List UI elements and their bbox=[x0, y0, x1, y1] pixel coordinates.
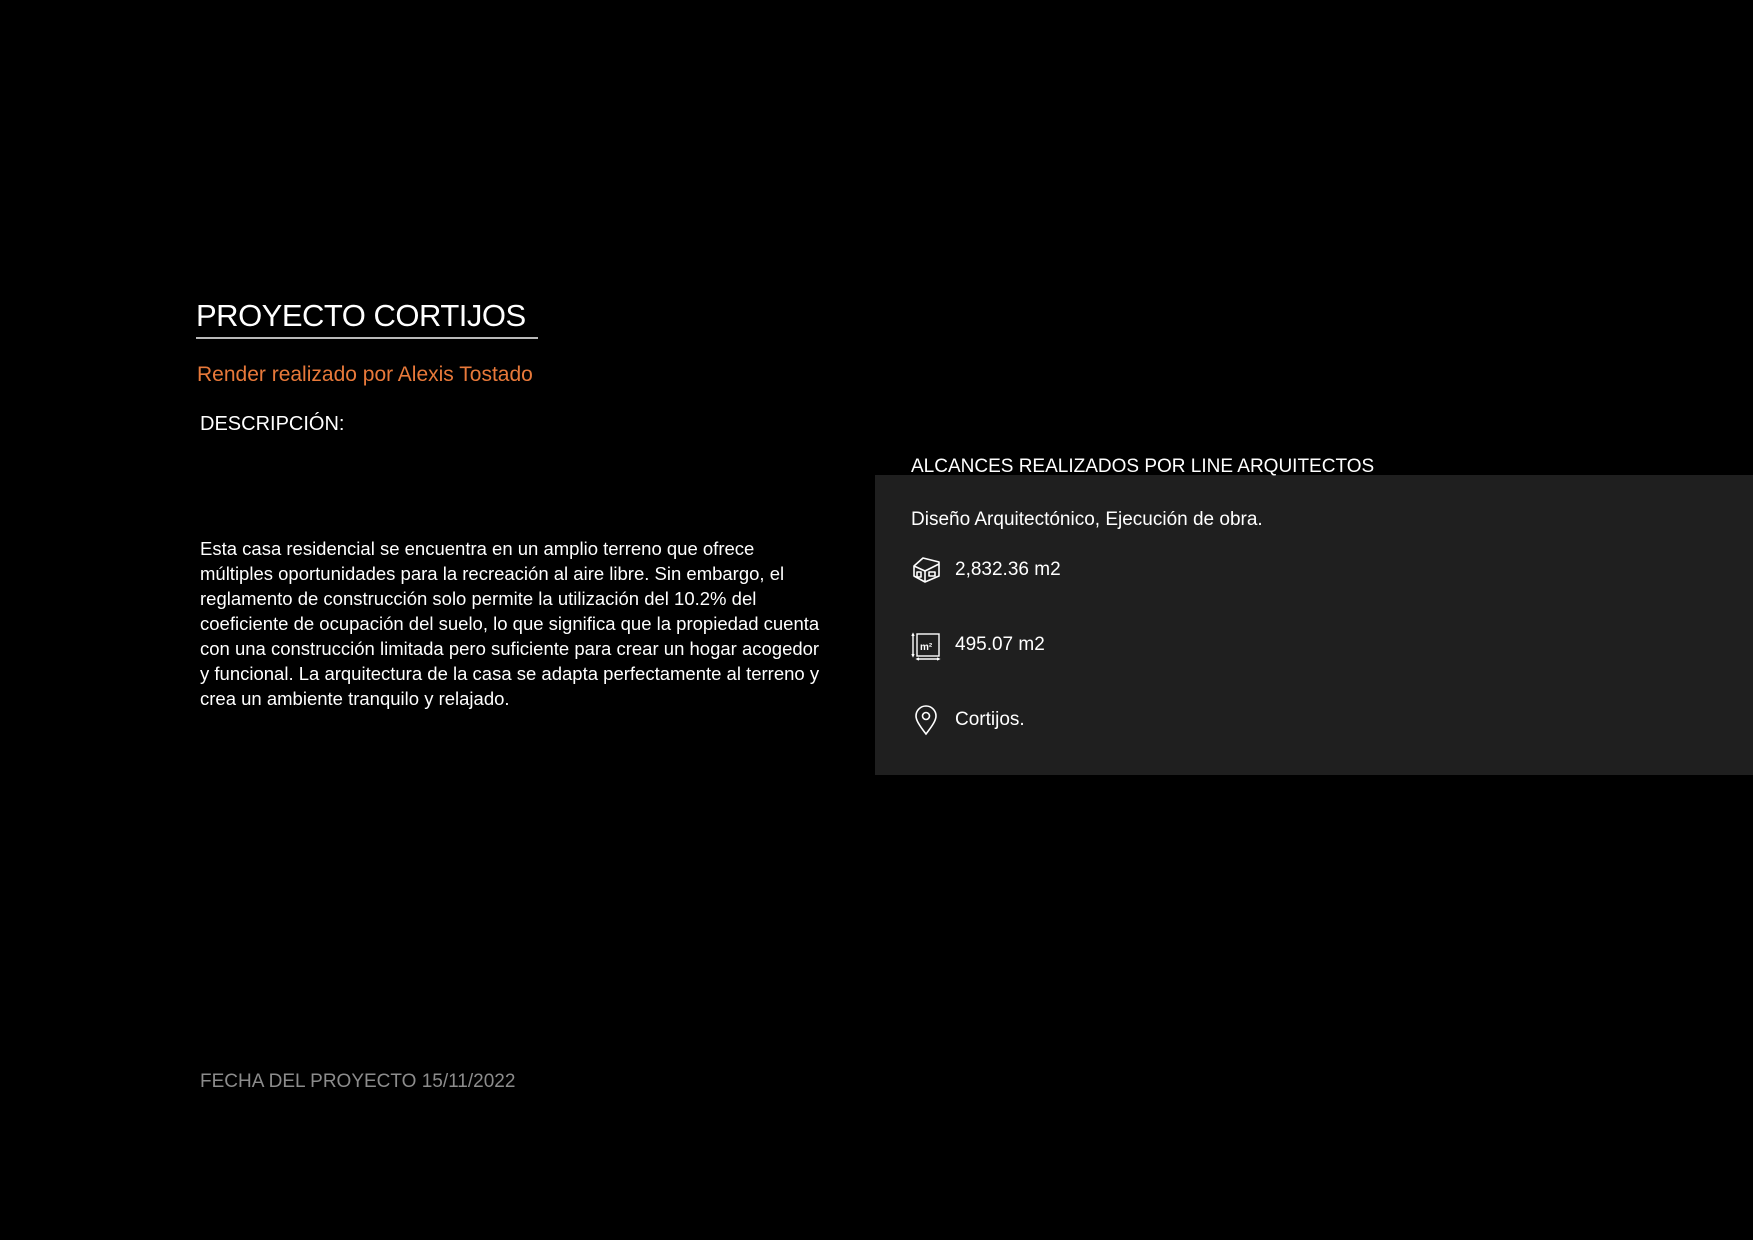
location-pin-icon bbox=[911, 704, 941, 736]
square-meters-icon bbox=[911, 629, 941, 661]
title-underline bbox=[196, 337, 538, 339]
description-heading: DESCRIPCIÓN: bbox=[200, 413, 345, 435]
built-area-value: 495.07 m2 bbox=[955, 634, 1045, 655]
info-row-land-area bbox=[911, 550, 1061, 590]
project-title: PROYECTO CORTIJOS bbox=[196, 298, 526, 333]
scope-services: Diseño Arquitectónico, Ejecución de obra. bbox=[911, 509, 1263, 530]
info-row-location bbox=[911, 700, 1025, 740]
info-row-built-area bbox=[911, 625, 1045, 665]
description-text: Esta casa residencial se encuentra en un amplio terreno que ofrece múltiples oportunidades para la recreación al aire libre. Sin embargo, el reglamento de construcción solo permite la utilización del 10.2% del coeficiente de ocupación del suelo, lo que significa que la propiedad cuenta con una construcción limitada pero suficiente para crear un hogar acogedor y funcional. La arquitectura de la casa se adapta perfectamente al terreno y crea un ambiente tranquilo y relajado. bbox=[200, 538, 820, 709]
house-lot-icon bbox=[911, 554, 941, 586]
location-value: Cortijos. bbox=[955, 709, 1025, 730]
land-area-value: 2,832.36 m2 bbox=[955, 559, 1061, 580]
scope-heading: ALCANCES REALIZADOS POR LINE ARQUITECTOS bbox=[911, 456, 1375, 477]
project-date: FECHA DEL PROYECTO 15/11/2022 bbox=[200, 1071, 516, 1092]
info-panel bbox=[875, 475, 1753, 775]
render-credit: Render realizado por Alexis Tostado bbox=[197, 363, 533, 386]
svg-text:m²: m² bbox=[920, 642, 933, 653]
